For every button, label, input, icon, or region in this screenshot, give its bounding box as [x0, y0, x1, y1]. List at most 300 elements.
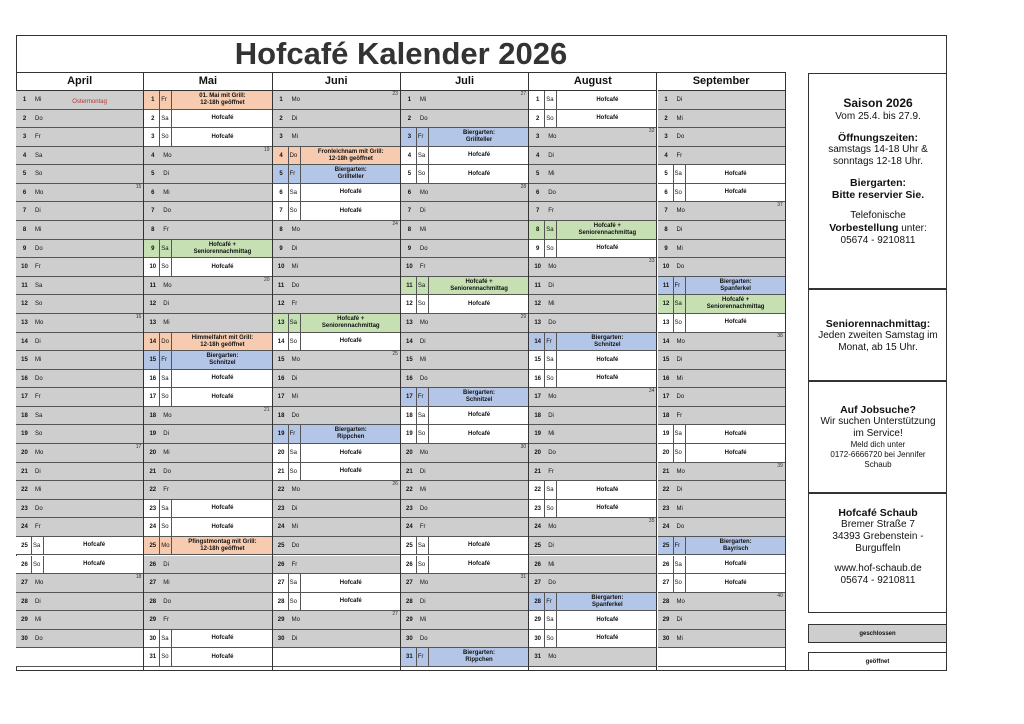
day-cell [273, 351, 400, 370]
weekday: Fr [291, 561, 298, 568]
day-number: 13 [406, 319, 413, 326]
day-number: 9 [407, 245, 412, 252]
day-cell [273, 481, 400, 500]
weekday: Do [35, 375, 43, 382]
day-number: 22 [406, 487, 413, 494]
weekday: So [35, 431, 43, 438]
day-cell [16, 611, 143, 630]
weekday: Do [419, 375, 428, 382]
day-cell [529, 202, 656, 221]
day-number: 11 [660, 277, 674, 295]
weekday: So [159, 258, 172, 276]
week-number: 17 [135, 444, 142, 451]
day-number: 21 [149, 468, 157, 475]
day-event: Hofcafé [211, 133, 234, 140]
weekday: Sa [416, 537, 429, 555]
day-number: 20 [149, 450, 157, 457]
day-event: Hofcafé [724, 561, 747, 567]
day-number: 8 [531, 221, 545, 239]
week-number: 26 [392, 481, 398, 488]
day-number: 30 [21, 635, 28, 642]
day-cell [273, 425, 400, 444]
day-cell [144, 593, 271, 612]
weekday: So [288, 593, 301, 611]
day-event: Hofcafé + Seniorennachmittag [450, 278, 508, 292]
day-event: Himmelfahrt mit Grill: 12-18h geöffnet [191, 334, 254, 348]
weekday: Fr [416, 128, 429, 146]
day-cell [273, 165, 400, 184]
day-cell [273, 295, 400, 314]
day-cell [658, 574, 785, 593]
weekday: Sa [544, 221, 557, 239]
day-cell [273, 147, 400, 166]
day-number: 9 [22, 245, 27, 252]
weekday: Fr [163, 227, 169, 234]
weekday: So [35, 171, 43, 178]
day-number: 21 [21, 468, 28, 475]
day-number: 12 [21, 301, 28, 308]
day-number: 29 [406, 617, 413, 624]
day-cell [658, 444, 785, 463]
day-cell [401, 481, 528, 500]
day-number: 19 [275, 425, 289, 443]
day-event: Hofcafé [596, 96, 619, 103]
weekday: So [288, 463, 301, 481]
day-cell [273, 630, 400, 649]
weekday: Sa [673, 295, 686, 313]
day-number: 18 [149, 412, 157, 419]
day-event: Biergarten: Schnitzel [591, 334, 624, 348]
day-cell [529, 500, 656, 519]
day-cell [658, 202, 785, 221]
day-cell [401, 574, 528, 593]
day-event: Hofcafé [211, 635, 234, 642]
day-cell [401, 91, 528, 110]
day-cell [658, 258, 785, 277]
weekday: Mi [676, 635, 683, 642]
weekday: Mo [291, 97, 300, 103]
week-number: 23 [392, 91, 398, 97]
weekday: Di [163, 561, 169, 568]
day-event: Hofcafé [468, 152, 491, 159]
weekday: Mi [35, 357, 42, 364]
month-header: April [16, 73, 143, 91]
week-number: 32 [648, 128, 655, 135]
day-event: Hofcafé [468, 300, 491, 307]
day-number: 30 [146, 630, 160, 648]
day-number: 6 [275, 184, 289, 202]
weekday: Do [288, 147, 301, 165]
day-event: Hofcafé [83, 542, 106, 549]
day-number: 26 [18, 556, 32, 574]
month-header: Juni [273, 73, 400, 91]
senior-heading: Seniorennachmittag: [825, 318, 931, 330]
day-cell [529, 593, 656, 612]
day-number: 4 [22, 152, 27, 159]
weekday: Di [35, 208, 41, 215]
weekday: Sa [159, 370, 172, 388]
day-cell [273, 500, 400, 519]
day-event: Hofcafé [339, 338, 362, 345]
day-cell [144, 295, 271, 314]
day-event: Hofcafé + Seniorennachmittag [321, 315, 380, 329]
day-cell [658, 481, 785, 500]
month-header: Juli [401, 73, 528, 91]
day-cell [529, 463, 656, 482]
weekday: Mo [291, 357, 300, 364]
weekday: Fr [419, 524, 426, 531]
week-number: 19 [264, 146, 270, 153]
weekday: So [673, 574, 686, 592]
day-number: 20 [406, 450, 413, 457]
weekday: Mi [548, 561, 555, 568]
week-number: 29 [520, 313, 527, 320]
day-number: 10 [146, 258, 160, 276]
page-title: Hofcafé Kalender 2026 [16, 35, 786, 73]
day-cell [529, 556, 656, 575]
day-cell [529, 407, 656, 426]
day-event: Biergarten: Rippchen [334, 427, 367, 441]
day-cell [144, 147, 271, 166]
day-event: Biergarten: Bayrisch [719, 538, 752, 552]
weekday: Fr [288, 425, 301, 443]
day-number: 5 [22, 171, 27, 178]
day-number: 13 [21, 319, 28, 326]
day-number: 31 [403, 648, 417, 666]
day-number: 9 [279, 245, 283, 252]
day-number: 14 [406, 338, 413, 345]
day-number: 15 [277, 357, 285, 364]
day-number: 22 [149, 487, 157, 494]
weekday: Sa [159, 240, 172, 258]
day-cell [529, 388, 656, 407]
weekday: Sa [673, 556, 686, 574]
day-number: 3 [403, 128, 417, 146]
day-cell [144, 648, 271, 667]
day-event: Hofcafé [339, 468, 362, 475]
day-cell [16, 277, 143, 296]
day-number: 1 [407, 97, 412, 103]
day-number: 24 [406, 524, 413, 531]
weekday: Fr [159, 91, 172, 109]
day-number: 25 [660, 537, 674, 555]
day-number: 16 [277, 375, 285, 382]
day-number: 18 [662, 412, 670, 419]
day-cell [16, 147, 143, 166]
day-cell [658, 240, 785, 259]
weekday: Mi [676, 115, 683, 122]
weekday: Sa [288, 184, 301, 202]
day-number: 25 [534, 542, 542, 549]
weekday: So [159, 648, 172, 666]
day-cell [529, 110, 656, 129]
day-cell [658, 277, 785, 296]
beergarden-note: Bitte reservier Sie. [831, 189, 925, 201]
day-event: Hofcafé [468, 170, 491, 177]
weekday: Fr [544, 593, 557, 611]
day-number: 11 [277, 282, 285, 289]
day-cell [529, 258, 656, 277]
day-number: 14 [21, 338, 28, 345]
day-cell [273, 277, 400, 296]
day-cell [16, 128, 143, 147]
weekday: Mi [35, 617, 42, 624]
weekday: Mi [291, 524, 298, 531]
day-number: 22 [531, 481, 545, 499]
day-number: 30 [531, 630, 545, 648]
day-cell [144, 611, 271, 630]
day-number: 18 [534, 412, 542, 419]
day-cell [401, 593, 528, 612]
season-range: Vom 25.4. bis 27.9. [835, 111, 921, 122]
weekday: So [544, 240, 557, 258]
weekday: Mo [35, 450, 44, 457]
day-number: 31 [534, 654, 542, 661]
day-cell [658, 593, 785, 612]
jobs-line-5: Schaub [864, 460, 892, 469]
contact-street: Bremer Straße 7 [841, 519, 915, 530]
day-cell [529, 165, 656, 184]
weekday: So [544, 370, 557, 388]
day-number: 11 [149, 282, 156, 289]
day-event: Hofcafé [596, 356, 619, 363]
day-number: 2 [146, 110, 160, 128]
weekday: Di [35, 338, 41, 345]
day-cell [144, 221, 271, 240]
weekday: Fr [163, 487, 169, 494]
day-cell [273, 444, 400, 463]
day-cell [658, 351, 785, 370]
day-number: 4 [536, 152, 540, 159]
senior-line-2: Monat, ab 15 Uhr. [838, 342, 918, 353]
day-event: Biergarten: Rippchen [463, 650, 496, 664]
day-number: 3 [279, 134, 283, 141]
weekday: Do [163, 208, 171, 215]
day-cell [658, 407, 785, 426]
day-cell [658, 333, 785, 352]
weekday: So [31, 556, 44, 574]
weekday: Sa [673, 425, 686, 443]
day-number: 27 [275, 574, 289, 592]
weekday: Di [291, 505, 298, 512]
month-column-september [658, 73, 786, 671]
day-cell [529, 481, 656, 500]
day-number: 28 [406, 598, 413, 605]
day-cell [273, 407, 400, 426]
legend-closed: geschlossen [808, 624, 947, 643]
day-event: Hofcafé + Seniorennachmittag [193, 241, 252, 255]
day-number: 21 [534, 468, 542, 475]
day-number: 23 [531, 500, 545, 518]
weekday: Do [548, 189, 556, 196]
weekday: Do [163, 468, 171, 475]
week-number: 28 [520, 183, 527, 190]
day-cell [16, 184, 143, 203]
day-cell [529, 91, 656, 110]
day-number: 19 [149, 431, 157, 438]
weekday: Di [35, 468, 41, 475]
day-number: 23 [662, 505, 670, 512]
day-number: 22 [21, 487, 28, 494]
day-number: 5 [403, 165, 417, 183]
contact-web[interactable]: www.hof-schaub.de [834, 563, 922, 574]
day-number: 9 [531, 240, 545, 258]
weekday: Sa [35, 282, 43, 289]
day-cell [16, 258, 143, 277]
day-number: 16 [531, 370, 545, 388]
beergarden-label: Biergarten: [849, 177, 906, 189]
day-cell [144, 574, 271, 593]
day-cell [401, 500, 528, 519]
day-cell [16, 165, 143, 184]
weekday: Do [548, 450, 556, 457]
weekday: Fr [35, 394, 41, 401]
day-cell [401, 202, 528, 221]
weekday: Do [35, 115, 43, 122]
weekday: Mi [419, 97, 427, 103]
weekday: Mo [676, 468, 685, 475]
weekday: So [673, 184, 686, 202]
day-cell [16, 518, 143, 537]
day-number: 25 [277, 542, 285, 549]
weekday: So [288, 202, 301, 220]
weekday: Mi [163, 580, 170, 587]
day-event: Hofcafé [596, 245, 619, 252]
senior-line-1: Jeden zweiten Samstag im [818, 330, 938, 341]
weekday: Do [291, 282, 300, 289]
weekday: So [544, 630, 557, 648]
day-cell [529, 648, 656, 667]
day-number: 15 [406, 357, 413, 364]
weekday: Mi [163, 189, 170, 196]
weekday: Do [35, 635, 43, 642]
week-number: 18 [135, 574, 142, 581]
day-number: 7 [536, 208, 540, 215]
day-number: 15 [662, 357, 670, 364]
day-number: 13 [149, 319, 157, 326]
day-cell [658, 388, 785, 407]
weekday: Do [419, 505, 428, 512]
day-cell [401, 165, 528, 184]
day-number: 7 [151, 208, 155, 215]
weekday: Mo [419, 580, 429, 587]
day-number: 1 [22, 97, 27, 103]
weekday: Di [291, 115, 298, 122]
senior-panel [808, 289, 947, 381]
week-number: 25 [392, 351, 398, 358]
weekday: Fr [416, 388, 429, 406]
day-number: 26 [660, 556, 674, 574]
day-number: 10 [21, 264, 28, 271]
day-number: 15 [146, 351, 160, 369]
day-cell [529, 314, 656, 333]
day-cell [529, 630, 656, 649]
jobs-line-1: Wir suchen Unterstützung [820, 416, 936, 427]
weekday: Di [676, 617, 683, 624]
day-number: 1 [664, 97, 668, 103]
day-number: 11 [21, 282, 28, 289]
weekday: Mo [291, 617, 300, 624]
day-event: Biergarten: Grillteller [334, 167, 367, 181]
day-number: 7 [664, 208, 668, 215]
day-number: 18 [21, 412, 28, 419]
day-number: 29 [277, 617, 285, 624]
weekday: Mi [676, 245, 683, 252]
week-number: 24 [392, 221, 398, 228]
day-cell [273, 110, 400, 129]
day-cell [401, 444, 528, 463]
weekday: Do [35, 245, 43, 252]
day-number: 31 [146, 648, 160, 666]
day-cell [144, 630, 271, 649]
day-cell [401, 407, 528, 426]
day-event: Hofcafé [724, 579, 747, 586]
weekday: Mi [163, 450, 170, 457]
day-cell [401, 370, 528, 389]
day-number: 13 [660, 314, 674, 332]
day-cell [273, 556, 400, 575]
day-number: 27 [406, 580, 413, 587]
day-number: 22 [277, 487, 285, 494]
day-cell [273, 202, 400, 221]
day-number: 3 [536, 134, 540, 141]
day-number: 12 [403, 295, 417, 313]
weekday: Mo [419, 319, 429, 326]
jobs-heading: Auf Jobsuche? [840, 404, 916, 416]
weekday: So [35, 301, 43, 308]
day-cell [16, 500, 143, 519]
day-event: Hofcafé [468, 561, 491, 567]
day-event: Biergarten: Spanferkel [591, 594, 624, 608]
day-cell [16, 481, 143, 500]
season-phone: 05674 - 9210811 [840, 235, 916, 246]
weekday: Mo [35, 319, 44, 326]
weekday: Sa [159, 500, 172, 518]
day-cell [658, 295, 785, 314]
day-number: 16 [146, 370, 160, 388]
day-number: 8 [279, 227, 283, 234]
weekday: Sa [159, 630, 172, 648]
jobs-line-3: Meld dich unter [850, 440, 906, 449]
day-cell [658, 518, 785, 537]
weekday: Fr [159, 351, 172, 369]
day-cell [529, 147, 656, 166]
day-cell [144, 518, 271, 537]
weekday: Mo [163, 282, 172, 289]
day-number: 4 [403, 147, 417, 165]
weekday: Mo [676, 208, 685, 215]
weekday: Mi [676, 505, 683, 512]
day-number: 10 [662, 264, 670, 271]
weekday: Di [419, 208, 426, 215]
day-number: 24 [662, 524, 670, 531]
weekday: Sa [35, 412, 43, 419]
weekday: Sa [544, 481, 557, 499]
weekday: Mi [676, 375, 683, 382]
week-number: 39 [777, 462, 783, 469]
day-number: 12 [534, 301, 542, 308]
day-number: 28 [275, 593, 289, 611]
weekday: Fr [419, 264, 426, 271]
day-number: 18 [277, 412, 285, 419]
day-number: 24 [146, 518, 160, 536]
weekday: Di [163, 431, 169, 438]
day-event: Hofcafé [339, 207, 362, 214]
weekday: Di [419, 338, 426, 345]
empty-day-cell [658, 648, 785, 667]
day-cell [273, 537, 400, 556]
day-event: Hofcafé [211, 115, 234, 122]
